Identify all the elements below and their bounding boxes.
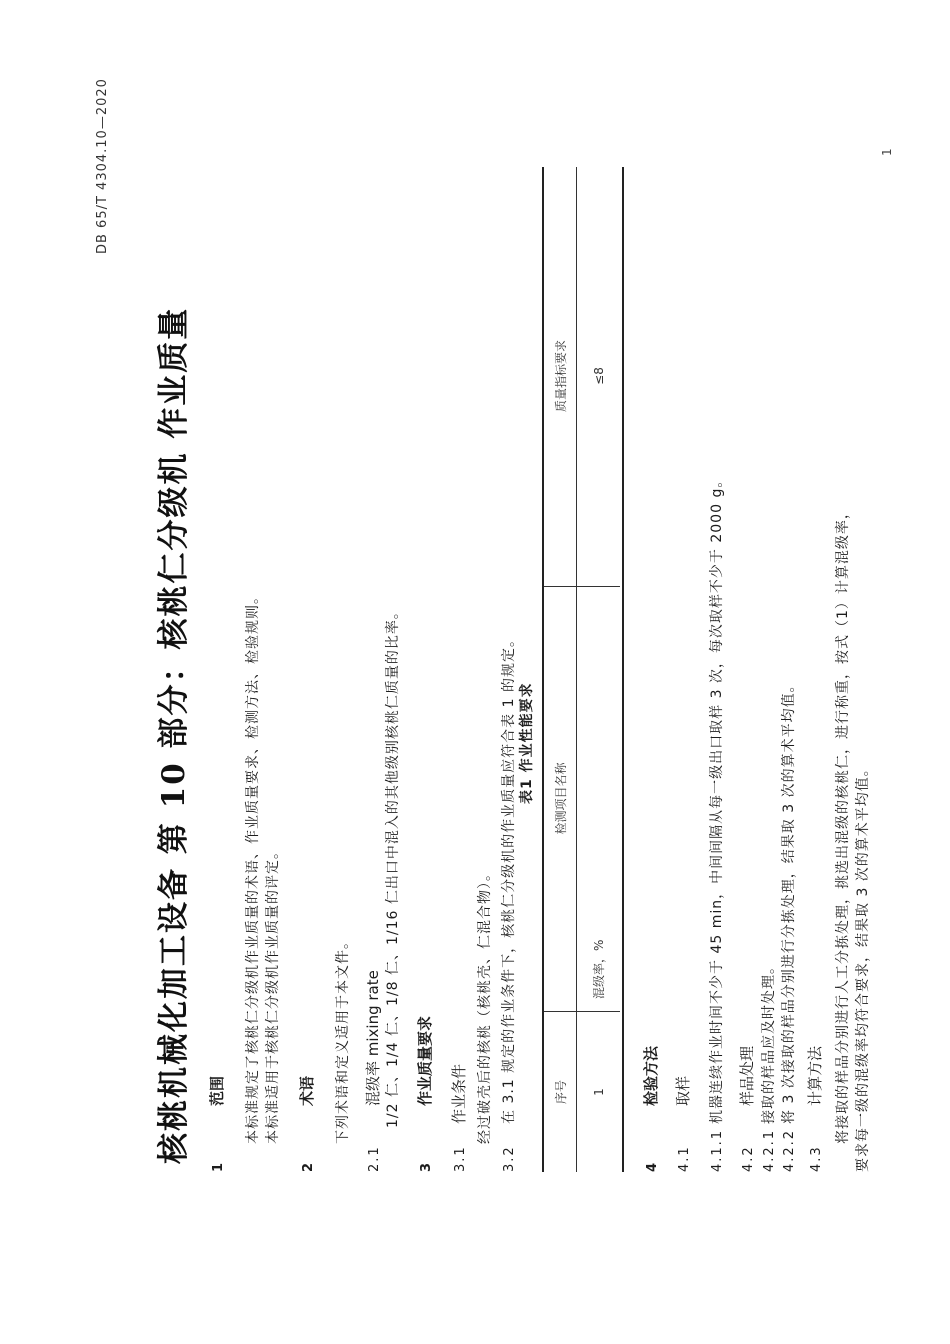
document-title: 核桃机械化加工设备 第 10 部分：核桃仁分级机 作业质量 — [156, 306, 192, 1164]
header-cell-requirement: 质量指标要求 — [544, 166, 576, 587]
section-4-2-heading: 4.2样品处理 — [738, 1045, 756, 1172]
table-row — [577, 167, 620, 1172]
section-1-heading: 1范围 — [208, 1075, 226, 1172]
header-cell-item: 检测项目名称 — [544, 586, 576, 1012]
standard-code: DB 65/T 4304.10—2020 — [95, 78, 110, 254]
section-3-2: 3.2在 3.1 规定的作业条件下，核桃仁分级机的作业质量应符合表 1 的规定。 — [501, 632, 517, 1172]
section-4-2-2: 4.2.2将 3 次接取的样品分别进行分拣处理，结果取 3 次的算术平均值。 — [781, 677, 797, 1172]
page-number: 1 — [880, 148, 894, 156]
section-2-intro: 下列术语和定义适用于本文件。 — [335, 934, 351, 1144]
section-3-1-heading: 3.1作业条件 — [450, 1063, 468, 1172]
section-4-3-heading: 4.3计算方法 — [806, 1045, 824, 1172]
section-1-para-1: 本标准规定了核桃仁分级机作业质量的术语、作业质量要求、检测方法、检验规则。 — [245, 589, 261, 1144]
section-4-1-1: 4.1.1机器连续作业时间不少于 45 min，中间间隔从每一级出口取样 3 次，每次取样不少于 2000 g。 — [709, 472, 725, 1172]
section-4-3-line-2: 要求每一级的混级率均符合要求，结果取 3 次的算术平均值。 — [855, 761, 871, 1172]
section-4-3-line-1: 将接取的样品分别进行人工分拣处理，挑选出混级的核桃仁，进行称重，按式（1）计算混级率， — [835, 504, 851, 1144]
section-3-heading: 3作业质量要求 — [416, 1015, 434, 1172]
cell-requirement: ≤8 — [577, 166, 620, 587]
section-4-1-heading: 4.1取样 — [674, 1075, 692, 1172]
section-4-2-1: 4.2.1接取的样品应及时处理。 — [761, 959, 777, 1172]
section-1-para-2: 本标准适用于核桃仁分级机作业质量的评定。 — [265, 844, 281, 1144]
cell-item: 混级率，% — [577, 587, 620, 1012]
section-2-heading: 2术语 — [298, 1075, 316, 1172]
section-3-1-text: 经过破壳后的核桃（核桃壳、仁混合物）。 — [477, 866, 493, 1144]
table-caption: 表1 作业性能要求 — [519, 682, 535, 804]
term-2-1: 2.1混级率 mixing rate — [364, 970, 382, 1172]
term-2-1-definition: 1/2 仁、1/4 仁、1/8 仁、1/16 仁出口中混入的其他级别核桃仁质量的比率。 — [385, 604, 401, 1128]
section-4-heading: 4检验方法 — [642, 1045, 660, 1172]
table-header-row — [544, 167, 577, 1172]
cell-seq: 1 — [591, 1088, 606, 1096]
header-cell-seq: 序号 — [553, 1080, 568, 1105]
performance-table — [542, 167, 624, 1172]
